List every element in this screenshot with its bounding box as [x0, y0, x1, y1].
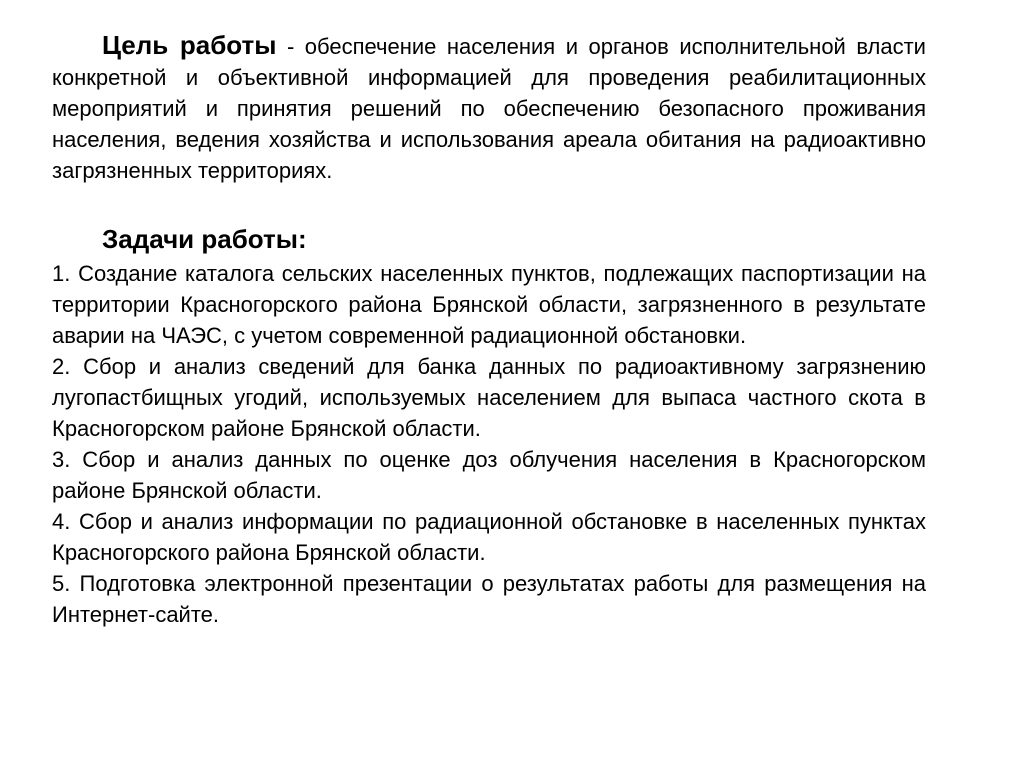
goal-dash: - [276, 34, 305, 59]
task-item-1: 1. Создание каталога сельских населенных пунктов, подлежащих паспортизации на территории Красногорского района Брянской области, загрязненного в результате аварии на ЧАЭС, с учетом современной радиационной обстановки. [52, 261, 926, 348]
task-item-3: 3. Сбор и анализ данных по оценке доз облучения населения в Красногорском районе Брянской области. [52, 447, 926, 503]
goal-paragraph [52, 30, 926, 186]
task-item-2: 2. Сбор и анализ сведений для банка данных по радиоактивному загрязнению лугопастбищных угодий, используемых населением для выпаса частного скота в Красногорском районе Брянской области. [52, 354, 926, 441]
goal-text: обеспечение населения и органов исполнительной власти конкретной и объективной информацией для проведения реабилитационных мероприятий и принятия решений по обеспечению безопасного проживания населения, ведения хозяйства и использования ареала обитания на радиоактивно загрязненных территориях. [52, 34, 926, 183]
goal-heading: Цель работы [102, 30, 277, 60]
slide-content [52, 30, 926, 630]
task-item-4: 4. Сбор и анализ информации по радиационной обстановке в населенных пунктах Красногорского района Брянской области. [52, 509, 926, 565]
tasks-heading: Задачи работы: [102, 224, 307, 254]
task-item-5: 5. Подготовка электронной презентации о результатах работы для размещения на Интернет-сайте. [52, 571, 926, 627]
